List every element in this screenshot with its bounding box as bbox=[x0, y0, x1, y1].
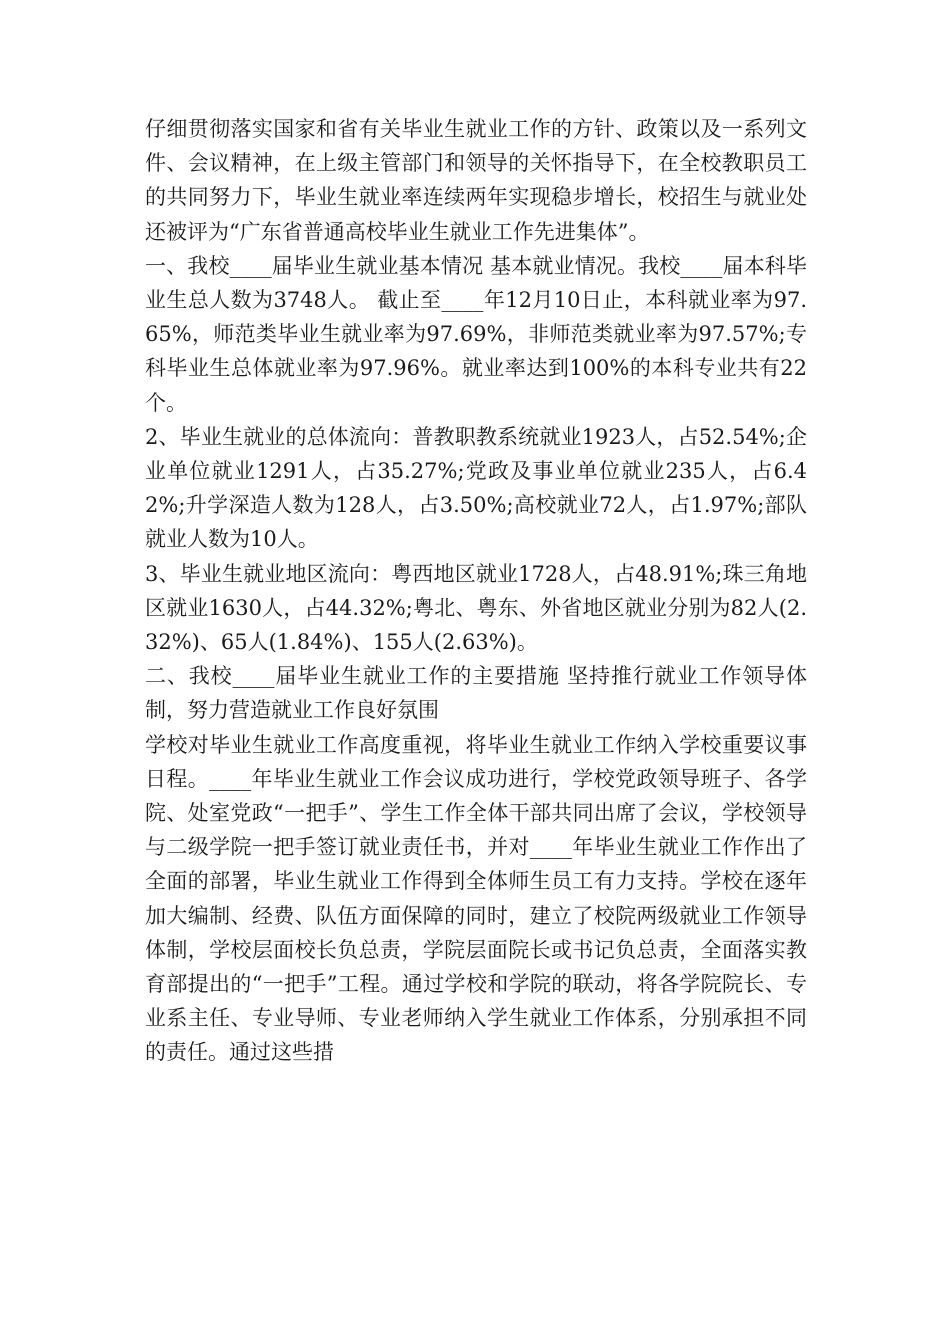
paragraph-overall-flow: 2、毕业生就业的总体流向：普教职教系统就业1923人，占52.54%;企业单位就业1291人，占35.27%;党政及事业单位就业235人，占6.42%;升学深造人数为128人，占3.50%;高校就业72人，占1.97%;部队就业人数为10人。 bbox=[145, 424, 807, 552]
paragraph-intro: 仔细贯彻落实国家和省有关毕业生就业工作的方针、政策以及一系列文件、会议精神，在上级主管部门和领导的关怀指导下，在全校教职员工的共同努力下，毕业生就业率连续两年实现稳步增长，校招生与就业处还被评为“广东省普通高校毕业生就业工作先进集体”。 bbox=[145, 117, 807, 244]
paragraph-regional-flow: 3、毕业生就业地区流向：粤西地区就业1728人，占48.91%;珠三角地区就业1630人，占44.32%;粤北、粤东、外省地区就业分别为82人(2.32%)、65人(1.84%)、155人(2.63%)。 bbox=[145, 561, 807, 655]
document-body bbox=[145, 112, 807, 1070]
paragraph-section-1-overview: 一、我校____届毕业生就业基本情况 基本就业情况。我校____届本科毕业生总人数为3748人。 截止至____年12月10日止，本科就业率为97.65%，师范类毕业生就业率为97.69%，非师范类就业率为97.57%;专科毕业生总体就业率为97.96%。就业率达到100%的本科专业共有22个。 bbox=[145, 253, 807, 415]
paragraph-section-2-heading: 二、我校____届毕业生就业工作的主要措施 坚持推行就业工作领导体制，努力营造就业工作良好氛围 bbox=[145, 664, 807, 723]
paragraph-leadership-measures: 学校对毕业生就业工作高度重视，将毕业生就业工作纳入学校重要议事日程。____年毕业生就业工作会议成功进行，学校党政领导班子、各学院、处室党政“一把手”、学生工作全体干部共同出席了会议，学校领导与二级学院一把手签订就业责任书，并对____年毕业生就业工作作出了全面的部署，毕业生就业工作得到全体师生员工有力支持。学校在逐年加大编制、经费、队伍方面保障的同时，建立了校院两级就业工作领导体制，学校层面校长负总责，学院层面院长或书记负总责，全面落实教育部提出的“一把手”工程。通过学校和学院的联动，将各学院院长、专业系主任、专业导师、专业老师纳入学生就业工作体系，分别承担不同的责任。通过这些措 bbox=[145, 732, 807, 1065]
